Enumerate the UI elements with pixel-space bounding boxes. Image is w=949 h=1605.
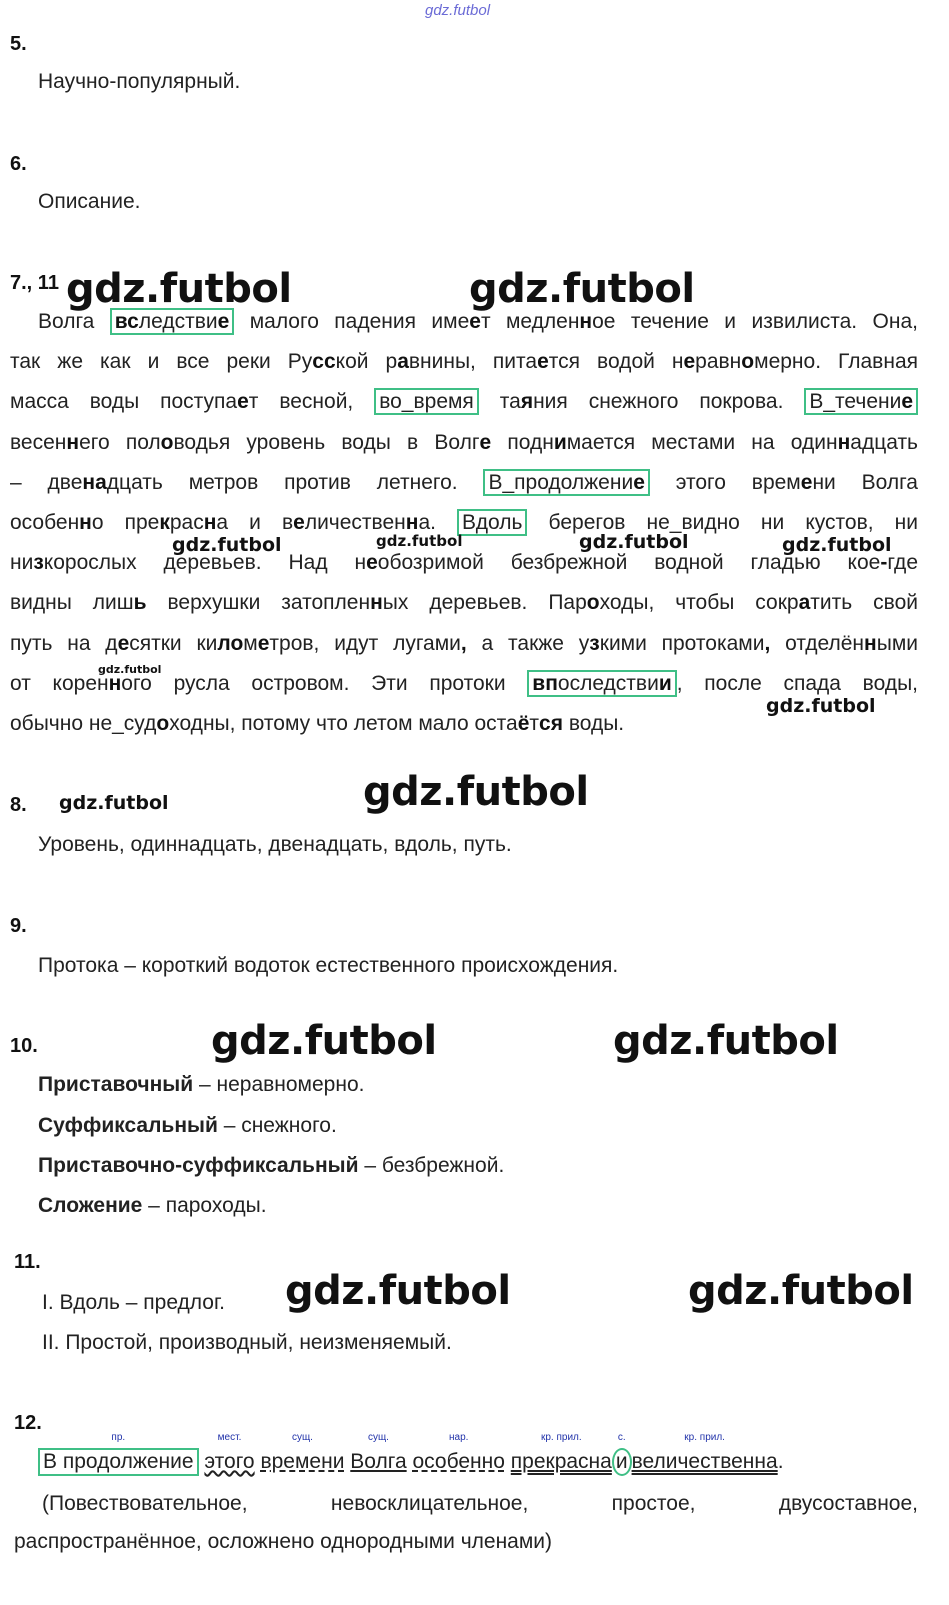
watermark: gdz.futbol bbox=[469, 266, 695, 312]
watermark: gdz.futbol bbox=[688, 1268, 914, 1314]
answer-11-line2: II. Простой, производный, неизменяемый. bbox=[42, 1331, 452, 1354]
term: Суффиксальный bbox=[38, 1114, 218, 1137]
word: нар. особенно bbox=[412, 1432, 505, 1473]
watermark: gdz.futbol bbox=[172, 534, 282, 556]
answer-5: Научно-популярный. bbox=[38, 70, 241, 93]
word: сущ. Волга bbox=[350, 1432, 407, 1473]
section-number-9: 9. bbox=[10, 915, 27, 937]
answer-6: Описание. bbox=[38, 190, 141, 213]
watermark: gdz.futbol bbox=[66, 266, 292, 312]
watermark: gdz.futbol bbox=[363, 769, 589, 815]
section-number-5: 5. bbox=[10, 33, 27, 55]
word-formation-item: Сложение – пароходы. bbox=[38, 1194, 267, 1217]
sentence-characteristics-line2: распространённое, осложнено однородными членами) bbox=[14, 1530, 553, 1553]
section-number-6: 6. bbox=[10, 153, 27, 175]
word: мест. этого bbox=[204, 1432, 255, 1473]
parsed-sentence: пр. В продолжение мест. этого сущ. времени сущ. Волга нар. особенно кр. прил. прекрасна с. и кр. прил. величественна. bbox=[38, 1448, 784, 1476]
watermark: gdz.futbol bbox=[579, 531, 689, 553]
section-number-8: 8. bbox=[10, 794, 27, 816]
watermark: gdz.futbol bbox=[782, 534, 892, 556]
watermark: gdz.futbol bbox=[613, 1018, 839, 1064]
watermark: gdz.futbol bbox=[98, 663, 162, 676]
section-number-12: 12. bbox=[14, 1412, 42, 1434]
answer-9: Протока – короткий водоток естественного происхождения. bbox=[38, 954, 619, 977]
term: Приставочно-суффиксальный bbox=[38, 1154, 359, 1177]
section-number-7: 7., 11 bbox=[10, 272, 59, 294]
word: с. и bbox=[612, 1448, 632, 1476]
term: Приставочный bbox=[38, 1073, 194, 1096]
term: Сложение bbox=[38, 1194, 143, 1217]
answer-11-line1: I. Вдоль – предлог. bbox=[42, 1291, 225, 1314]
section-number-10: 10. bbox=[10, 1035, 38, 1057]
watermark: gdz.futbol bbox=[766, 695, 876, 717]
sentence-characteristics: (Повествовательное, невосклицательное, простое, двусоставное, bbox=[42, 1492, 918, 1515]
watermark: gdz.futbol bbox=[59, 792, 169, 814]
top-watermark: gdz.futbol bbox=[425, 2, 491, 19]
word: сущ. времени bbox=[260, 1432, 345, 1473]
watermark: gdz.futbol bbox=[285, 1268, 511, 1314]
word-formation-item: Приставочный – неравномерно. bbox=[38, 1073, 365, 1096]
word: пр. В продолжение bbox=[38, 1448, 199, 1476]
watermark: gdz.futbol bbox=[376, 532, 463, 550]
word: кр. прил. величественна bbox=[631, 1432, 778, 1473]
volga-text: Волга вследствие малого падения имеет медленное течение и извилиста. Она, так же как и все реки Русской равнины, питается водой неравномерно. Главная масса воды поступает весной, во_время таяния снежного покрова. В_течение весеннего половодья уровень воды в Волге поднимается местами на одиннадцать – двенадцать метров против летнего. В_продолжение этого времени Волга особенно прекрасна и величественна. Вдоль берегов не_видно ни кустов, ни низкорослых деревьев. Над необозримой безбрежной водной гладью кое-где видны лишь верхушки затопленных деревьев. Пароходы, чтобы сократить свой путь на десятки километров, идут лугами, а также узкими протоками, отделёнными от коренного русла островом. Эти протоки впоследствии , после спада воды, обычно не_судоходны, потому что летом мало остаётся воды. bbox=[10, 310, 919, 735]
word: кр. прил. прекрасна bbox=[510, 1432, 612, 1473]
word-formation-item: Суффиксальный – снежного. bbox=[38, 1114, 337, 1137]
word-formation-item: Приставочно-суффиксальный – безбрежной. bbox=[38, 1154, 505, 1177]
watermark: gdz.futbol bbox=[211, 1018, 437, 1064]
section-number-11: 11. bbox=[14, 1251, 41, 1273]
answer-8: Уровень, одиннадцать, двенадцать, вдоль, путь. bbox=[38, 833, 512, 856]
